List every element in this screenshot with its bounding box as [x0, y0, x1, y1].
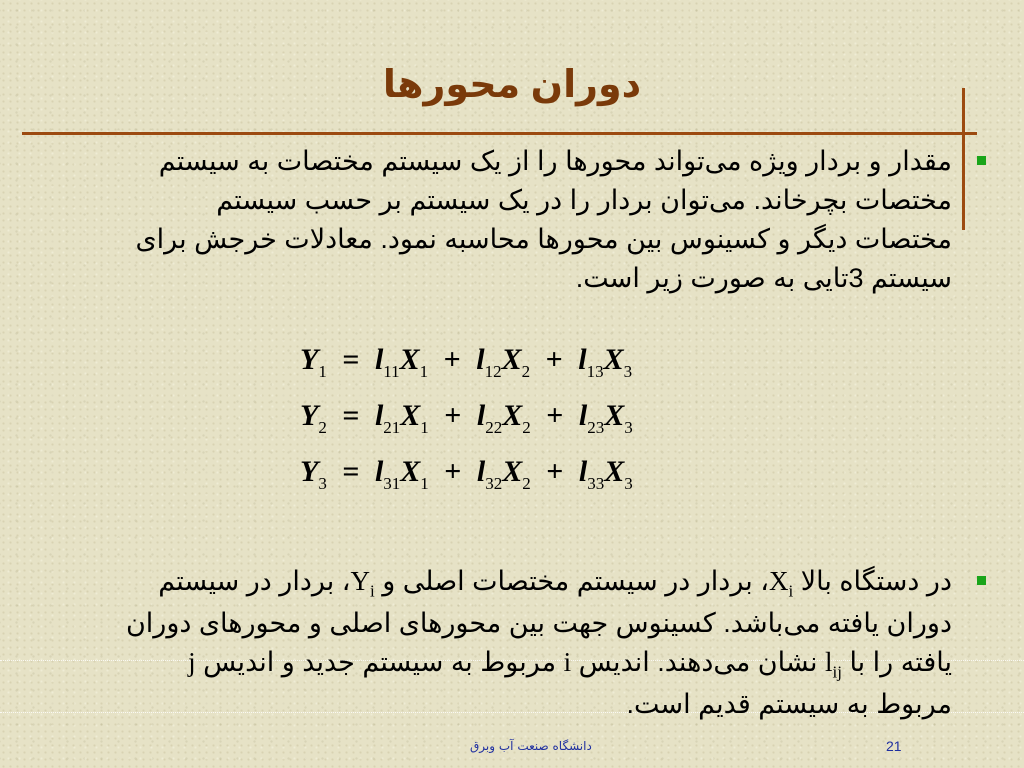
vertical-accent-rule	[962, 88, 965, 230]
bullet-item-1	[122, 142, 952, 299]
page-number: 21	[886, 738, 902, 754]
equation-row-2: $Y_2 = l_{21}X_1 + l_{22}X_2 + l_{23}X_3$	[300, 399, 633, 437]
title-underline-rule	[22, 132, 977, 135]
equation-row-1: $Y_1 = l_{11}X_1 + l_{12}X_2 + l_{13}X_3$	[300, 343, 633, 381]
bullet-square-icon	[977, 156, 986, 165]
equation-block	[300, 338, 633, 506]
bullet-1-text: مقدار و بردار ویژه می‌تواند محورها را از یک سیستم مختصات به سیستم مختصات بچرخاند. می‌توان بردار را در یک سیستم بر حسب سیستم مختصات دیگر و کسینوس بین محورها محاسبه نمود. معادلات خرجش برای سیستم 3تایی به صورت زیر است.	[135, 146, 952, 294]
bullet-2-text: در دستگاه بالا $X_i،$ بردار در سیستم مختصات اصلی و $Y_i،$ بردار در سیستم دوران یافته می‌باشد. کسینوس جهت بین محورهای اصلی و محورهای دوران یافته را با $l_{ij}$ نشان می‌دهند. اندیس i مربوط به سیستم جدید و اندیس j مربوط به سیستم قدیم است.	[125, 566, 952, 720]
bullet-item-2	[122, 562, 952, 724]
footer-institution: دانشگاه صنعت آب وبرق	[470, 739, 592, 753]
bullet-square-icon	[977, 576, 986, 585]
slide-title: دوران محورها	[382, 64, 642, 106]
equation-row-3: $Y_3 = l_{31}X_1 + l_{32}X_2 + l_{33}X_3$	[300, 455, 633, 493]
